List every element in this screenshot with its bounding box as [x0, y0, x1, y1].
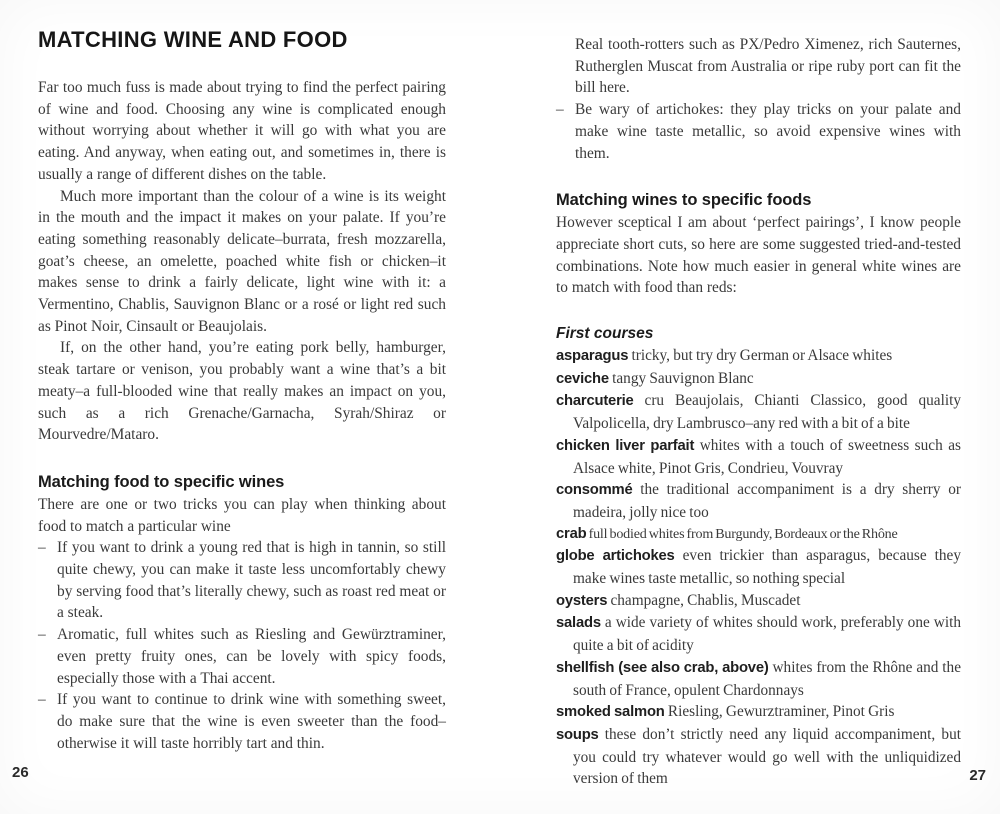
- food-entry: [556, 545, 961, 589]
- food-desc: cru Beaujolais, Chianti Classico, good quality Valpolicella, dry Lambrusco–any red with a bit of a bite: [573, 392, 961, 433]
- food-entry: [556, 590, 961, 613]
- page-number-left: 26: [12, 764, 29, 781]
- food-desc: Riesling, Gewurztraminer, Pinot Gris: [667, 703, 895, 721]
- food-desc: full bodied whites from Burgundy, Bordeaux or the Rhône: [588, 525, 898, 542]
- food-entry: [556, 612, 961, 656]
- intro-paragraph-3: If, on the other hand, you’re eating pork belly, hamburger, steak tartare or venison, you probably want a wine that’s a bit meaty–a full-blooded wine that really makes an impact on you, such as a rich Grenache/Garnacha, Syrah/Shiraz or Mourvedre/Mataro.: [38, 339, 446, 444]
- food-term: consommé: [556, 482, 633, 499]
- food-entry: [556, 390, 961, 434]
- food-desc: whites from the Rhône and the south of France, opulent Chardonnays: [573, 658, 961, 699]
- tips-list: [38, 537, 446, 754]
- food-desc: tricky, but try dry German or Alsace whites: [631, 347, 893, 365]
- food-term: globe artichokes: [556, 548, 675, 565]
- chapter-title: MATCHING WINE AND FOOD: [38, 27, 348, 52]
- intro-paragraph-2: Much more important than the colour of a wine is its weight in the mouth and the impact it makes on your palate. If you’re eating something reasonably delicate–burrata, fresh mozzarella, goat’s cheese, an omelette, poached white fish or chicken–it makes sense to drink a fairly delicate, light wine with it: a Vermentino, Chablis, Sauvignon Blanc or a rosé or light red such as Pinot Noir, Cinsault or Beaujolais.: [38, 187, 446, 335]
- tips-list-continued: [556, 99, 961, 164]
- food-desc: these don’t strictly need any liquid accompaniment, but you could try whatever would go well with the unliquidized version of them: [573, 725, 961, 788]
- food-term: crab: [556, 525, 587, 542]
- food-entry: [556, 524, 961, 546]
- page-right: [556, 34, 961, 790]
- food-desc: a wide variety of whites should work, preferably one with quite a bit of acidity: [573, 614, 961, 655]
- food-term: oysters: [556, 592, 608, 609]
- intro-paragraph-1: Far too much fuss is made about trying to find the perfect pairing of wine and food. Choosing any wine is complicated enough without worrying about whether it will go with what you are eating. And anyway, when eating out, and sometimes in, there is usually a range of different dishes on the table.: [38, 79, 446, 183]
- section-heading-food-to-wines: Matching food to specific wines: [38, 472, 285, 491]
- food-entry: [556, 479, 961, 523]
- food-term: salads: [556, 615, 601, 632]
- list-item: – If you want to continue to drink wine with something sweet, do make sure that the wine is even sweeter than the food–otherwise it will taste horribly tart and thin.: [38, 689, 446, 754]
- food-term: shellfish (see also crab, above): [556, 659, 769, 676]
- food-pairing-list: [556, 345, 961, 790]
- subsection-first-courses: First courses: [556, 325, 654, 343]
- continuation-paragraph: Real tooth-rotters such as PX/Pedro Ximenez, rich Sauternes, Rutherglen Muscat from Australia or ripe ruby port can fit the bill here.: [575, 36, 961, 97]
- food-desc: champagne, Chablis, Muscadet: [610, 591, 801, 609]
- food-entry: [556, 701, 961, 724]
- food-entry: [556, 345, 961, 368]
- food-term: soups: [556, 726, 599, 743]
- food-term: charcuterie: [556, 393, 634, 410]
- section-lead-left: There are one or two tricks you can play when thinking about food to match a particular wine: [38, 495, 446, 535]
- list-item: – If you want to drink a young red that is high in tannin, so still quite chewy, you can make it taste less uncomfortably chewy by serving food that’s literally chewy, such as roast red meat or a steak.: [38, 537, 446, 624]
- food-entry: [556, 724, 961, 790]
- food-entry: [556, 435, 961, 479]
- page-left: [38, 28, 446, 754]
- list-item: – Be wary of artichokes: they play tricks on your palate and make wine taste metallic, so avoid expensive wines with them.: [556, 99, 961, 164]
- food-term: chicken liver parfait: [556, 437, 695, 454]
- food-desc: tangy Sauvignon Blanc: [612, 369, 754, 387]
- food-desc: even trickier than asparagus, because they make wines taste metallic, so nothing special: [573, 547, 961, 588]
- page-number-right: 27: [969, 767, 986, 784]
- food-term: asparagus: [556, 348, 629, 365]
- section-heading-wines-to-foods: Matching wines to specific foods: [556, 191, 812, 210]
- food-desc: the traditional accompaniment is a dry sherry or madeira, jolly nice too: [573, 481, 961, 521]
- food-term: smoked salmon: [556, 704, 665, 721]
- list-item: – Aromatic, full whites such as Riesling and Gewürztraminer, even pretty fruity ones, can be lovely with spicy foods, especially those with a Thai accent.: [38, 624, 446, 689]
- food-entry: [556, 657, 961, 701]
- food-desc: whites with a touch of sweetness such as Alsace white, Pinot Gris, Condrieu, Vouvray: [573, 436, 961, 477]
- section-lead-right: However sceptical I am about ‘perfect pairings’, I know people appreciate short cuts, so here are some suggested tried-and-tested combinations. Note how much easier in general white wines are to match with food than reds:: [556, 214, 961, 297]
- food-term: ceviche: [556, 370, 609, 387]
- food-entry: [556, 368, 961, 391]
